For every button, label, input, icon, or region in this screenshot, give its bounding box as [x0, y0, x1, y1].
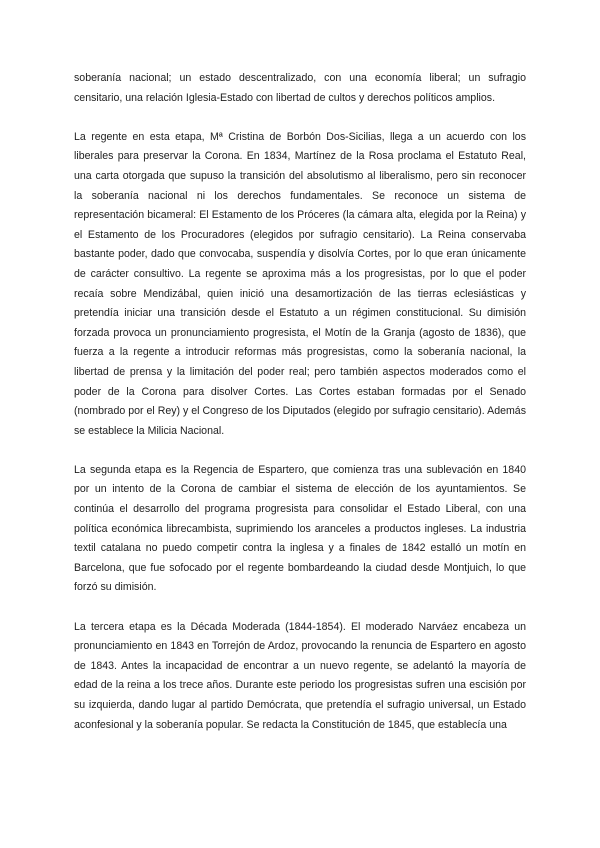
paragraph-3: La segunda etapa es la Regencia de Espartero, que comienza tras una sublevación en 1840 por un intento de la Corona de cambiar el sistema de elección de los ayuntamientos. Se continúa el desarrollo del programa progresista para consolidar el Estado Liberal, con una política económica librecambista, suprimiendo los aranceles a productos ingleses. La industria textil catalana no puedo competir contra la inglesa y a finales de 1842 estalló un motín en Barcelona, que fue sofocado por el regente bombardeando la ciudad desde Montjuich, lo que forzó su dimisión.	[74, 463, 526, 594]
paragraph-1: soberanía nacional; un estado descentralizado, con una economía liberal; un sufragio censitario, una relación Iglesia-Estado con libertad de cultos y derechos políticos amplios.	[74, 72, 526, 104]
document-body	[74, 69, 526, 755]
paragraph-2: La regente en esta etapa, Mª Cristina de Borbón Dos-Sicilias, llega a un acuerdo con los liberales para preservar la Corona. En 1834, Martínez de la Rosa proclama el Estatuto Real, una carta otorgada que supuso la transición del absolutismo al liberalismo, pero sin reconocer la soberanía nacional ni los derechos fundamentales. Se reconoce un sistema de representación bicameral: El Estamento de los Próceres (la cámara alta, elegida por la Reina) y el Estamento de los Procuradores (elegidos por sufragio censitario). La Reina conservaba bastante poder, dado que convocaba, suspendía y disolvía Cortes, por lo que eran únicamente de carácter consultivo. La regente se aproxima más a los progresistas, por lo que el poder recaía sobre Mendizábal, quien inició una desamortización de las tierras eclesiásticas y pretendía iniciar una transición desde el Estatuto a un régimen constitucional. Su dimisión forzada provoca un pronunciamiento progresista, el Motín de la Granja (agosto de 1836), que fuerza a la regente a introducir reformas más progresistas, como la soberanía nacional, la libertad de prensa y la limitación del poder real; pero también aspectos moderados como el poder de la Corona para disolver Cortes. Las Cortes estaban formadas por el Senado (nombrado por el Rey) y el Congreso de los Diputados (elegido por sufragio censitario). Además se establece la Milicia Nacional.	[74, 130, 526, 437]
paragraph-4: La tercera etapa es la Década Moderada (1844-1854). El moderado Narváez encabeza un pronunciamiento en 1843 en Torrejón de Ardoz, provocando la renuncia de Espartero en agosto de 1843. Antes la incapacidad de encontrar a un nuevo regente, se adelantó la mayoría de edad de la reina a los trece años. Durante este periodo los progresistas sufren una escisión por su izquierda, dando lugar al partido Demócrata, que pretendía el sufragio universal, un Estado aconfesional y la soberanía popular. Se redacta la Constitución de 1845, que establecía una	[74, 620, 526, 731]
